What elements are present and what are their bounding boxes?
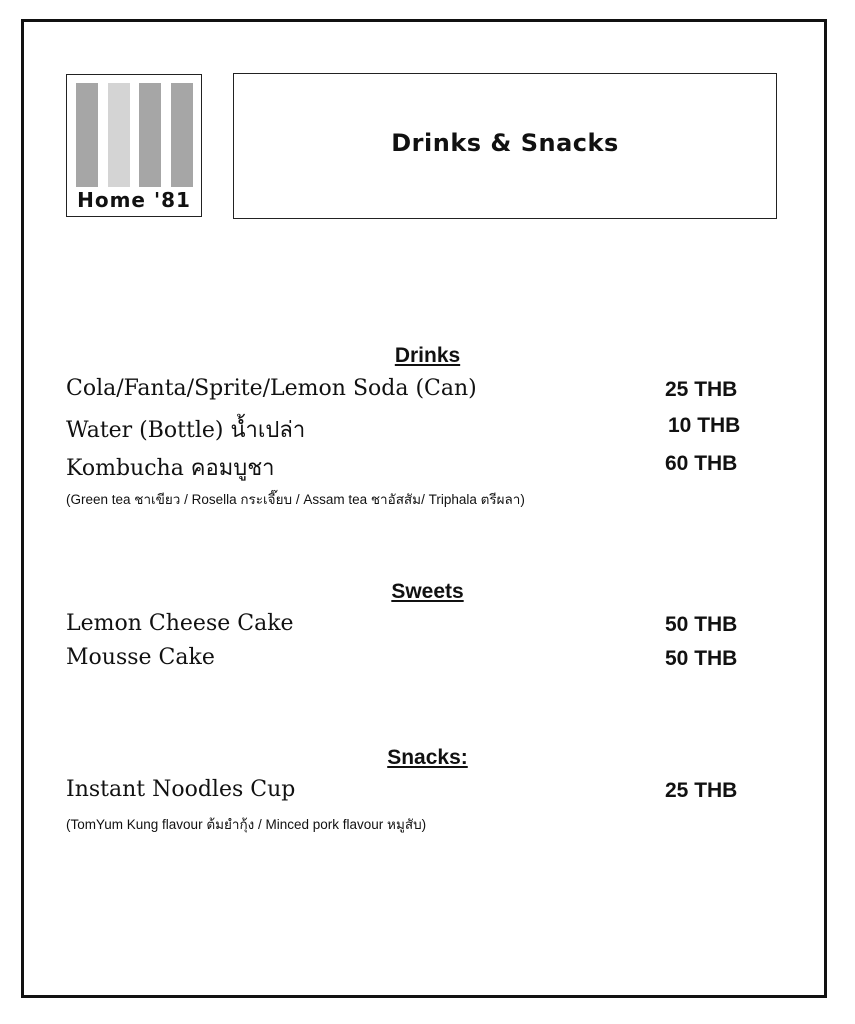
- home81-logo: [66, 74, 202, 217]
- menu-item-price: 60 THB: [665, 452, 738, 475]
- menu-item-price: 50 THB: [665, 647, 738, 670]
- logo-text: Home '81: [77, 188, 191, 212]
- logo-bar: [76, 83, 98, 187]
- menu-item-price: 25 THB: [665, 378, 738, 401]
- menu-item-price: 25 THB: [665, 779, 738, 802]
- menu-item-name: Water (Bottle) น้ำเปล่า: [66, 418, 306, 443]
- menu-item-note: (Green tea ชาเขียว / Rosella กระเจี๊ยบ / Assam tea ชาอัสสัม/ Triphala ตรีผลา): [66, 492, 525, 507]
- menu-item-price: 10 THB: [668, 414, 741, 437]
- logo-bar: [171, 83, 193, 187]
- menu-item-name: Lemon Cheese Cake: [66, 611, 294, 636]
- menu-item-name: Kombucha คอมบูชา: [66, 456, 275, 481]
- menu-item-name: Instant Noodles Cup: [66, 777, 296, 802]
- title-box: [233, 73, 777, 219]
- section-heading-snacks: Snacks:: [387, 746, 468, 769]
- menu-item-price: 50 THB: [665, 613, 738, 636]
- menu-item-name: Cola/Fanta/Sprite/Lemon Soda (Can): [66, 376, 477, 401]
- logo-bar: [139, 83, 161, 187]
- logo-bar: [108, 83, 130, 187]
- menu-item-name: Mousse Cake: [66, 645, 215, 670]
- menu-item-note: (TomYum Kung flavour ต้มยำกุ้ง / Minced pork flavour หมูสับ): [66, 817, 427, 832]
- section-heading-sweets: Sweets: [391, 580, 464, 603]
- section-heading-drinks: Drinks: [394, 344, 461, 367]
- page-title: Drinks & Snacks: [391, 129, 619, 157]
